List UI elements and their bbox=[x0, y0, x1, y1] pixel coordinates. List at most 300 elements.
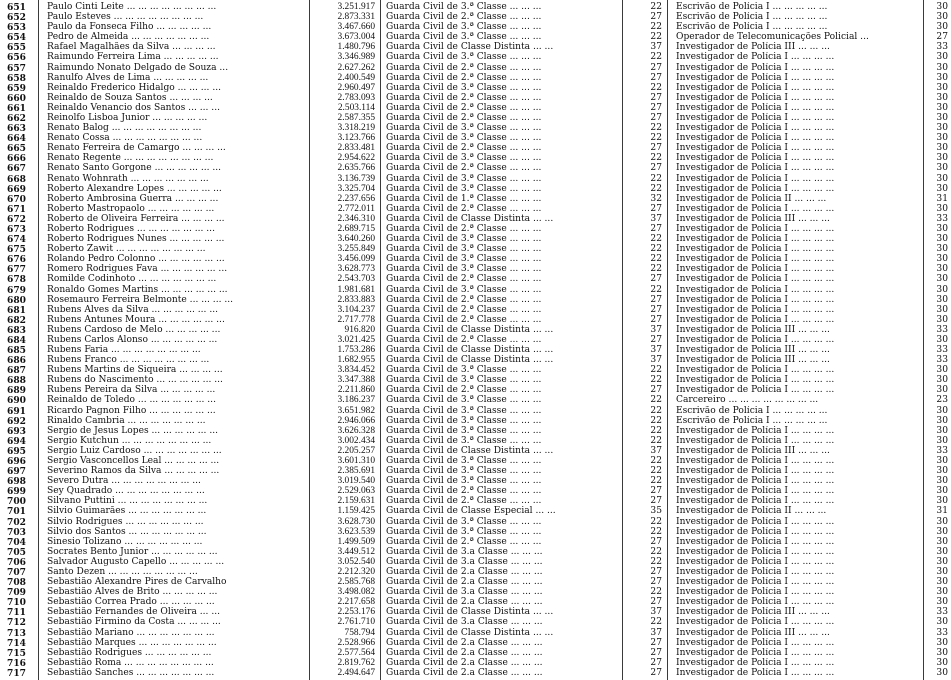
reference-level: 27 bbox=[650, 536, 662, 547]
group-level: 30 bbox=[936, 102, 948, 113]
current-rank: Guarda Civil de 3.ª Classe ... ... ... bbox=[386, 183, 542, 194]
reference-level: 27 bbox=[650, 597, 662, 608]
group-level: 30 bbox=[936, 274, 948, 285]
reference-level: 27 bbox=[650, 647, 662, 658]
person-name: Sebastião Sanches ... ... ... ... ... ... ... bbox=[47, 667, 215, 678]
row-number: 681 bbox=[7, 304, 26, 316]
value-amount: 3.673.004 bbox=[337, 32, 375, 43]
current-rank: Guarda Civil de 3.ª Classe ... ... ... bbox=[386, 254, 542, 265]
person-name: Romero Rodrigues Fava ... ... ... ... ... ... bbox=[47, 264, 228, 275]
person-name: Renato Wohnrath ... ... ... ... ... ... ... bbox=[47, 173, 209, 184]
value-amount: 2.528.966 bbox=[337, 637, 375, 648]
group-level: 33 bbox=[936, 213, 948, 224]
new-post: Escrivão de Polícia I ... ... ... ... ... bbox=[676, 405, 828, 416]
new-post: Escrivão de Polícia I ... ... ... ... ... bbox=[676, 22, 828, 33]
current-rank: Guarda Civil de 3.ª Classe ... ... ... bbox=[386, 234, 542, 245]
row-number: 699 bbox=[7, 486, 26, 498]
person-name: Rinaldo Cambria ... ... ... ... ... ... ... bbox=[47, 415, 206, 426]
person-name: Silvio Guimarães ... ... ... ... ... ... ... bbox=[47, 506, 207, 517]
value-amount: 3.325.704 bbox=[337, 183, 375, 194]
current-rank: Guarda Civil de Classe Distinta ... ... bbox=[386, 345, 554, 356]
reference-level: 27 bbox=[650, 334, 662, 345]
group-level: 33 bbox=[936, 355, 948, 366]
person-name: Rafael Magalhães da Silva ... ... ... ... bbox=[47, 42, 216, 53]
value-amount: 2.946.066 bbox=[337, 415, 375, 426]
reference-level: 22 bbox=[650, 254, 662, 265]
group-level: 30 bbox=[936, 435, 948, 446]
row-number: 716 bbox=[7, 657, 26, 669]
value-amount: 2.253.176 bbox=[337, 607, 375, 618]
value-amount: 2.503.114 bbox=[337, 102, 375, 113]
group-level: 30 bbox=[936, 637, 948, 648]
group-level: 30 bbox=[936, 486, 948, 497]
new-post: Investigador de Polícia I ... ... ... ... bbox=[676, 496, 835, 507]
value-amount: 3.251.917 bbox=[337, 2, 375, 12]
row-number: 675 bbox=[7, 244, 26, 256]
reference-level: 22 bbox=[650, 183, 662, 194]
row-number: 677 bbox=[7, 264, 26, 276]
new-post: Investigador de Polícia I ... ... ... ... bbox=[676, 567, 835, 577]
new-post: Investigador de Polícia III ... ... ... bbox=[676, 42, 830, 53]
new-post: Investigador de Polícia I ... ... ... ... bbox=[676, 526, 835, 537]
new-post: Investigador de Polícia I ... ... ... ... bbox=[676, 536, 835, 547]
person-name: Rolando Pedro Colonno ... ... ... ... ... ... bbox=[47, 254, 225, 265]
row-number: 664 bbox=[7, 133, 26, 145]
new-post: Investigador de Polícia I ... ... ... ... bbox=[676, 82, 835, 93]
row-number: 676 bbox=[7, 254, 26, 266]
group-level: 30 bbox=[936, 546, 948, 557]
new-post: Investigador de Polícia I ... ... ... ... bbox=[676, 153, 835, 164]
row-number: 672 bbox=[7, 213, 26, 225]
group-level: 30 bbox=[936, 163, 948, 174]
group-level: 30 bbox=[936, 526, 948, 537]
group-level: 30 bbox=[936, 143, 948, 154]
group-level: 30 bbox=[936, 466, 948, 477]
group-level: 30 bbox=[936, 587, 948, 598]
new-post: Carcereiro ... ... ... ... ... ... ... ... bbox=[676, 395, 819, 406]
current-rank: Guarda Civil de 3.ª Classe ... ... ... bbox=[386, 456, 542, 467]
person-name: Socrates Bento Junior ... ... ... ... ... ... bbox=[47, 546, 218, 557]
row-number: 663 bbox=[7, 123, 26, 135]
group-level: 33 bbox=[936, 627, 948, 638]
current-rank: Guarda Civil de Classe Distinta ... ... bbox=[386, 627, 554, 638]
group-level: 30 bbox=[936, 153, 948, 164]
row-number: 662 bbox=[7, 112, 26, 124]
value-amount: 2.385.691 bbox=[337, 466, 375, 477]
group-level: 30 bbox=[936, 657, 948, 668]
group-level: 33 bbox=[936, 324, 948, 335]
current-rank: Guarda Civil de 3.a Classe ... ... ... bbox=[386, 556, 543, 567]
group-level: 30 bbox=[936, 82, 948, 93]
person-name: Rubens Alves da Silva ... ... ... ... ... ... bbox=[47, 304, 218, 315]
new-post: Investigador de Polícia I ... ... ... ... bbox=[676, 597, 835, 608]
group-level: 30 bbox=[936, 617, 948, 628]
current-rank: Guarda Civil de 3.ª Classe ... ... ... bbox=[386, 123, 542, 134]
reference-level: 22 bbox=[650, 516, 662, 527]
row-number: 688 bbox=[7, 375, 26, 387]
person-name: Rubens Antunes Moura ... ... ... ... ... ... bbox=[47, 314, 225, 325]
current-rank: Guarda Civil de Classe Distinta ... ... bbox=[386, 213, 554, 224]
new-post: Investigador de Polícia III ... ... ... bbox=[676, 445, 830, 456]
new-post: Investigador de Polícia I ... ... ... ... bbox=[676, 466, 835, 477]
row-number: 669 bbox=[7, 183, 26, 195]
group-level: 30 bbox=[936, 556, 948, 567]
person-name: Ronaldo Gomes Martins ... ... ... ... ... ... bbox=[47, 284, 228, 295]
current-rank: Guarda Civil de 3.ª Classe ... ... ... bbox=[386, 264, 542, 275]
person-name: Reinolfo Lisboa Junior ... ... ... ... ... bbox=[47, 112, 208, 123]
reference-level: 22 bbox=[650, 435, 662, 446]
reference-level: 27 bbox=[650, 203, 662, 214]
group-level: 33 bbox=[936, 607, 948, 618]
new-post: Escrivão de Polícia I ... ... ... ... ... bbox=[676, 12, 828, 23]
group-level: 30 bbox=[936, 254, 948, 265]
current-rank: Guarda Civil de 3.ª Classe ... ... ... bbox=[386, 244, 542, 255]
value-amount: 3.186.237 bbox=[337, 395, 375, 406]
new-post: Investigador de Polícia III ... ... ... bbox=[676, 213, 830, 224]
current-rank: Guarda Civil de 2.ª Classe ... ... ... bbox=[386, 536, 542, 547]
current-rank: Guarda Civil de 2.ª Classe ... ... ... bbox=[386, 62, 542, 73]
row-number: 661 bbox=[7, 102, 26, 114]
row-number: 674 bbox=[7, 234, 26, 246]
value-amount: 1.499.509 bbox=[337, 536, 375, 547]
group-level: 30 bbox=[936, 22, 948, 33]
person-name: Rubens Pereira da Silva ... ... ... ... ... bbox=[47, 385, 216, 396]
person-name: Santo Dezen ... ... ... ... ... ... ... ... bbox=[47, 567, 198, 577]
value-amount: 2.577.564 bbox=[337, 647, 375, 658]
reference-level: 22 bbox=[650, 133, 662, 144]
row-number: 709 bbox=[7, 587, 26, 599]
reference-level: 37 bbox=[650, 324, 662, 335]
person-name: Sebastião Alves de Brito ... ... ... ... ... bbox=[47, 587, 218, 598]
group-level: 30 bbox=[936, 496, 948, 507]
reference-level: 32 bbox=[650, 193, 662, 204]
person-name: Severo Dutra ... ... ... ... ... ... ... ... bbox=[47, 476, 201, 487]
value-amount: 3.019.540 bbox=[337, 476, 375, 487]
value-amount: 758.794 bbox=[344, 627, 375, 638]
current-rank: Guarda Civil de Classe Distinta ... ... bbox=[386, 355, 554, 366]
row-number: 692 bbox=[7, 415, 26, 427]
value-amount: 3.449.512 bbox=[337, 546, 375, 557]
row-number: 715 bbox=[7, 647, 26, 659]
reference-level: 27 bbox=[650, 223, 662, 234]
new-post: Investigador de Polícia I ... ... ... ... bbox=[676, 62, 835, 73]
person-name: Roberto Zawit ... ... ... ... ... ... ... ... bbox=[47, 244, 206, 255]
value-amount: 3.467.660 bbox=[337, 22, 375, 33]
row-number: 659 bbox=[7, 82, 26, 94]
value-amount: 3.002.434 bbox=[337, 435, 375, 446]
value-amount: 3.456.099 bbox=[337, 254, 375, 265]
reference-level: 22 bbox=[650, 526, 662, 537]
person-name: Sebastião Fernandes de Oliveira ... ... bbox=[47, 607, 220, 618]
row-number: 682 bbox=[7, 314, 26, 326]
reference-level: 27 bbox=[650, 143, 662, 154]
reference-level: 27 bbox=[650, 567, 662, 577]
row-number: 713 bbox=[7, 627, 26, 639]
value-amount: 2.543.703 bbox=[337, 274, 375, 285]
value-amount: 1.682.955 bbox=[337, 355, 375, 366]
reference-level: 22 bbox=[650, 244, 662, 255]
value-amount: 1.480.796 bbox=[337, 42, 375, 53]
person-name: Silvio Rodrigues ... ... ... ... ... ... ... bbox=[47, 516, 204, 527]
new-post: Investigador de Polícia I ... ... ... ... bbox=[676, 667, 835, 678]
group-level: 30 bbox=[936, 456, 948, 467]
group-level: 30 bbox=[936, 577, 948, 588]
current-rank: Guarda Civil de 2.ª Classe ... ... ... bbox=[386, 304, 542, 315]
person-name: Paulo da Fonseca Filho ... ... ... ... ... bbox=[47, 22, 212, 33]
group-level: 30 bbox=[936, 133, 948, 144]
person-name: Rubens Carlos Alonso ... ... ... ... ... ... bbox=[47, 334, 218, 345]
group-level: 30 bbox=[936, 183, 948, 194]
person-name: Rubens do Nascimento ... ... ... ... ... ... bbox=[47, 375, 223, 386]
new-post: Investigador de Polícia I ... ... ... ... bbox=[676, 143, 835, 154]
group-level: 30 bbox=[936, 667, 948, 678]
person-name: Salvador Augusto Capello ... ... ... ... ... bbox=[47, 556, 225, 567]
value-amount: 3.136.739 bbox=[337, 173, 375, 184]
reference-level: 27 bbox=[650, 72, 662, 83]
new-post: Investigador de Polícia I ... ... ... ... bbox=[676, 274, 835, 285]
new-post: Investigador de Polícia I ... ... ... ... bbox=[676, 435, 835, 446]
group-level: 30 bbox=[936, 647, 948, 658]
reference-level: 27 bbox=[650, 112, 662, 123]
row-number: 651 bbox=[7, 2, 26, 13]
row-number: 712 bbox=[7, 617, 26, 629]
reference-level: 27 bbox=[650, 637, 662, 648]
person-name: Paulo Esteves ... ... ... ... ... ... ... ... bbox=[47, 12, 204, 23]
reference-level: 27 bbox=[650, 486, 662, 497]
group-level: 30 bbox=[936, 365, 948, 376]
current-rank: Guarda Civil de 3.ª Classe ... ... ... bbox=[386, 435, 542, 446]
reference-level: 37 bbox=[650, 355, 662, 366]
current-rank: Guarda Civil de 2.ª Classe ... ... ... bbox=[386, 72, 542, 83]
new-post: Investigador de Polícia II ... ... ... bbox=[676, 506, 827, 517]
reference-level: 27 bbox=[650, 274, 662, 285]
current-rank: Guarda Civil de 2.a Classe ... ... ... bbox=[386, 667, 543, 678]
value-amount: 2.833.481 bbox=[337, 143, 375, 154]
current-rank: Guarda Civil de 3.ª Classe ... ... ... bbox=[386, 405, 542, 416]
group-level: 30 bbox=[936, 62, 948, 73]
value-amount: 3.628.730 bbox=[337, 516, 375, 527]
person-name: Renato Cossa ... ... ... ... ... ... ... ... bbox=[47, 133, 203, 144]
value-amount: 3.626.328 bbox=[337, 425, 375, 436]
group-level: 33 bbox=[936, 345, 948, 356]
person-name: Reinaldo de Toledo ... ... ... ... ... ... ... bbox=[47, 395, 216, 406]
current-rank: Guarda Civil de 3.ª Classe ... ... ... bbox=[386, 395, 542, 406]
reference-level: 27 bbox=[650, 667, 662, 678]
person-name: Romilde Codinhoto ... ... ... ... ... ... ... bbox=[47, 274, 217, 285]
new-post: Investigador de Polícia I ... ... ... ... bbox=[676, 123, 835, 134]
reference-level: 27 bbox=[650, 102, 662, 113]
value-amount: 2.494.647 bbox=[337, 667, 375, 678]
reference-level: 22 bbox=[650, 617, 662, 628]
person-name: Reinaldo de Souza Santos ... ... ... ... bbox=[47, 92, 213, 103]
row-number: 673 bbox=[7, 223, 26, 235]
reference-level: 22 bbox=[650, 395, 662, 406]
reference-level: 22 bbox=[650, 153, 662, 164]
current-rank: Guarda Civil de 2.ª Classe ... ... ... bbox=[386, 12, 542, 23]
row-number: 687 bbox=[7, 365, 26, 377]
new-post: Investigador de Polícia I ... ... ... ... bbox=[676, 52, 835, 63]
current-rank: Guarda Civil de 2.a Classe ... ... ... bbox=[386, 567, 543, 577]
row-number: 665 bbox=[7, 143, 26, 155]
new-post: Investigador de Polícia I ... ... ... ... bbox=[676, 476, 835, 487]
current-rank: Guarda Civil de 3.ª Classe ... ... ... bbox=[386, 153, 542, 164]
row-number: 706 bbox=[7, 556, 26, 568]
group-level: 30 bbox=[936, 314, 948, 325]
new-post: Investigador de Polícia I ... ... ... ... bbox=[676, 657, 835, 668]
current-rank: Guarda Civil de 3.ª Classe ... ... ... bbox=[386, 425, 542, 436]
row-number: 683 bbox=[7, 324, 26, 336]
row-number: 654 bbox=[7, 32, 26, 44]
value-amount: 2.211.860 bbox=[337, 385, 375, 396]
reference-level: 37 bbox=[650, 445, 662, 456]
person-name: Sinesio Tolizano ... ... ... ... ... ... ... bbox=[47, 536, 203, 547]
person-name: Sebastião Roma ... ... ... ... ... ... ... ... bbox=[47, 657, 214, 668]
group-level: 30 bbox=[936, 415, 948, 426]
group-level: 30 bbox=[936, 284, 948, 295]
reference-level: 22 bbox=[650, 556, 662, 567]
current-rank: Guarda Civil de 3.a Classe ... ... ... bbox=[386, 546, 543, 557]
person-name: Sergio Luiz Cardoso ... ... ... ... ... ... ... bbox=[47, 445, 222, 456]
current-rank: Guarda Civil de 2.ª Classe ... ... ... bbox=[386, 102, 542, 113]
new-post: Investigador de Polícia I ... ... ... ... bbox=[676, 203, 835, 214]
group-level: 33 bbox=[936, 445, 948, 456]
current-rank: Guarda Civil de 3.ª Classe ... ... ... bbox=[386, 284, 542, 295]
row-number: 653 bbox=[7, 22, 26, 34]
new-post: Investigador de Polícia II ... ... ... bbox=[676, 193, 827, 204]
current-rank: Guarda Civil de 3.ª Classe ... ... ... bbox=[386, 32, 542, 43]
value-amount: 3.347.388 bbox=[337, 375, 375, 386]
reference-level: 22 bbox=[650, 22, 662, 33]
reference-level: 37 bbox=[650, 42, 662, 53]
group-level: 30 bbox=[936, 2, 948, 12]
new-post: Investigador de Polícia III ... ... ... bbox=[676, 355, 830, 366]
group-level: 30 bbox=[936, 294, 948, 305]
current-rank: Guarda Civil de 2.a Classe ... ... ... bbox=[386, 637, 543, 648]
current-rank: Guarda Civil de 2.a Classe ... ... ... bbox=[386, 577, 543, 588]
row-number: 710 bbox=[7, 597, 26, 609]
current-rank: Guarda Civil de 2.ª Classe ... ... ... bbox=[386, 203, 542, 214]
value-amount: 2.159.631 bbox=[337, 496, 375, 507]
person-name: Paulo Cinti Leite ... ... ... ... ... ... ... ... bbox=[47, 2, 217, 12]
value-amount: 3.651.982 bbox=[337, 405, 375, 416]
row-number: 696 bbox=[7, 456, 26, 468]
person-name: Sey Quadrado ... ... ... ... ... ... ... ... bbox=[47, 486, 205, 497]
new-post: Investigador de Polícia I ... ... ... ... bbox=[676, 163, 835, 174]
group-level: 30 bbox=[936, 72, 948, 83]
value-amount: 2.873.331 bbox=[337, 12, 375, 23]
row-number: 667 bbox=[7, 163, 26, 175]
person-name: Rosemauro Ferreira Belmonte ... ... ... ... bbox=[47, 294, 234, 305]
group-level: 30 bbox=[936, 567, 948, 577]
group-level: 30 bbox=[936, 244, 948, 255]
current-rank: Guarda Civil de 3.ª Classe ... ... ... bbox=[386, 52, 542, 63]
reference-level: 22 bbox=[650, 234, 662, 245]
value-amount: 2.635.766 bbox=[337, 163, 375, 174]
person-name: Silvano Puttini ... ... ... ... ... ... ... ... bbox=[47, 496, 208, 507]
group-level: 33 bbox=[936, 42, 948, 53]
reference-level: 22 bbox=[650, 365, 662, 376]
reference-level: 37 bbox=[650, 213, 662, 224]
new-post: Investigador de Polícia I ... ... ... ... bbox=[676, 546, 835, 557]
row-number: 684 bbox=[7, 334, 26, 346]
reference-level: 22 bbox=[650, 415, 662, 426]
new-post: Investigador de Polícia I ... ... ... ... bbox=[676, 334, 835, 345]
current-rank: Guarda Civil de 3.ª Classe ... ... ... bbox=[386, 82, 542, 93]
row-number: 702 bbox=[7, 516, 26, 528]
reference-level: 27 bbox=[650, 92, 662, 103]
person-name: Sebastião Correa Prado ... ... ... ... ... bbox=[47, 597, 215, 608]
person-name: Renato Regente ... ... ... ... ... ... ... ... bbox=[47, 153, 214, 164]
current-rank: Guarda Civil de 2.ª Classe ... ... ... bbox=[386, 143, 542, 154]
person-name: Ricardo Pagnon Filho ... ... ... ... ... ... bbox=[47, 405, 216, 416]
current-rank: Guarda Civil de 2.ª Classe ... ... ... bbox=[386, 223, 542, 234]
row-number: 697 bbox=[7, 466, 26, 478]
new-post: Investigador de Polícia I ... ... ... ... bbox=[676, 647, 835, 658]
current-rank: Guarda Civil de 3.a Classe ... ... ... bbox=[386, 587, 543, 598]
current-rank: Guarda Civil de 3.ª Classe ... ... ... bbox=[386, 415, 542, 426]
person-name: Roberto Mastropaolo ... ... ... ... ... ... bbox=[47, 203, 215, 214]
new-post: Investigador de Polícia I ... ... ... ... bbox=[676, 244, 835, 255]
new-post: Investigador de Polícia I ... ... ... ... bbox=[676, 234, 835, 245]
new-post: Investigador de Polícia III ... ... ... bbox=[676, 345, 830, 356]
group-level: 30 bbox=[936, 375, 948, 386]
new-post: Investigador de Polícia I ... ... ... ... bbox=[676, 72, 835, 83]
group-level: 30 bbox=[936, 476, 948, 487]
current-rank: Guarda Civil de 3.ª Classe ... ... ... bbox=[386, 375, 542, 386]
row-number: 656 bbox=[7, 52, 26, 64]
row-number: 690 bbox=[7, 395, 26, 407]
current-rank: Guarda Civil de Classe Especial ... ... bbox=[386, 506, 556, 517]
person-name: Roberto Ambrosina Guerra ... ... ... ... bbox=[47, 193, 219, 204]
new-post: Investigador de Polícia I ... ... ... ... bbox=[676, 486, 835, 497]
reference-level: 37 bbox=[650, 345, 662, 356]
value-amount: 2.772.011 bbox=[337, 203, 375, 214]
row-number: 655 bbox=[7, 42, 26, 54]
new-post: Investigador de Polícia I ... ... ... ... bbox=[676, 92, 835, 103]
reference-level: 22 bbox=[650, 587, 662, 598]
reference-level: 22 bbox=[650, 173, 662, 184]
person-name: Sebastião Rodrigues ... ... ... ... ... ... bbox=[47, 647, 212, 658]
value-amount: 1.981.681 bbox=[337, 284, 375, 295]
current-rank: Guarda Civil de 1.ª Classe ... ... ... bbox=[386, 193, 542, 204]
person-name: Raimundo Nonato Delgado de Souza ... bbox=[47, 62, 229, 73]
person-name: Reinaldo Frederico Hidalgo ... ... ... ... bbox=[47, 82, 222, 93]
reference-level: 22 bbox=[650, 32, 662, 43]
reference-level: 27 bbox=[650, 577, 662, 588]
new-post: Investigador de Polícia I ... ... ... ... bbox=[676, 223, 835, 234]
reference-level: 22 bbox=[650, 284, 662, 295]
person-name: Pedro de Almeida ... ... ... ... ... ... ... bbox=[47, 32, 210, 43]
group-level: 30 bbox=[936, 597, 948, 608]
value-amount: 3.601.310 bbox=[337, 456, 375, 467]
new-post: Investigador de Polícia III ... ... ... bbox=[676, 607, 830, 618]
value-amount: 3.623.539 bbox=[337, 526, 375, 537]
reference-level: 27 bbox=[650, 385, 662, 396]
row-number: 660 bbox=[7, 92, 26, 104]
group-level: 30 bbox=[936, 405, 948, 416]
person-name: Rubens Franco ... ... ... ... ... ... ... ... bbox=[47, 355, 210, 366]
value-amount: 3.318.219 bbox=[337, 123, 375, 134]
row-number: 708 bbox=[7, 577, 26, 589]
value-amount: 916.820 bbox=[344, 324, 375, 335]
value-amount: 2.783.093 bbox=[337, 92, 375, 103]
new-post: Investigador de Polícia I ... ... ... ... bbox=[676, 617, 835, 628]
reference-level: 27 bbox=[650, 496, 662, 507]
row-number: 714 bbox=[7, 637, 26, 649]
reference-level: 22 bbox=[650, 123, 662, 134]
current-rank: Guarda Civil de 2.ª Classe ... ... ... bbox=[386, 486, 542, 497]
new-post: Operador de Telecomunicações Policial ... bbox=[676, 32, 869, 43]
